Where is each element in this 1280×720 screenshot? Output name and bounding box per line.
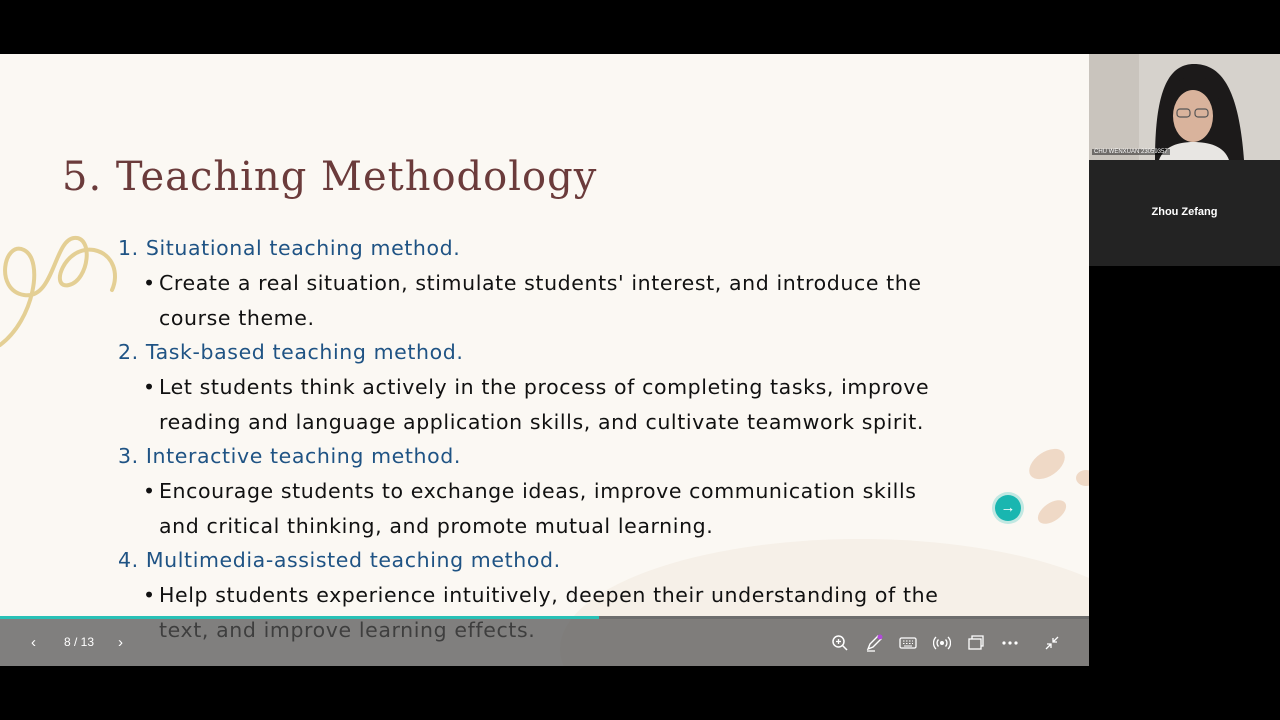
slide-progress-fill xyxy=(0,616,599,619)
pen-icon[interactable] xyxy=(865,634,883,652)
page-indicator: 8 / 13 xyxy=(64,635,95,649)
bullet-text: Encourage students to exchange ideas, improve communication skills xyxy=(159,479,917,503)
method-heading-4: 4. Multimedia-assisted teaching method. xyxy=(118,548,561,572)
keyboard-icon[interactable] xyxy=(899,635,917,651)
next-slide-arrow-icon[interactable]: → xyxy=(995,495,1021,521)
bullet-text: and critical thinking, and promote mutual learning. xyxy=(159,514,714,538)
broadcast-icon[interactable] xyxy=(933,634,951,652)
person-avatar-icon xyxy=(1089,54,1280,160)
exit-fullscreen-icon[interactable] xyxy=(1043,634,1061,652)
method-heading-3: 3. Interactive teaching method. xyxy=(118,444,461,468)
bullet-marker: • xyxy=(143,583,156,607)
more-icon[interactable] xyxy=(1001,634,1019,652)
bullet-text: course theme. xyxy=(159,306,315,330)
decorative-dots xyxy=(1022,444,1089,544)
slide-title: 5. Teaching Methodology xyxy=(62,154,598,200)
chevron-right-icon[interactable]: › xyxy=(118,634,123,651)
presentation-toolbar xyxy=(0,618,1089,666)
bullet-text: reading and language application skills, and cultivate teamwork spirit. xyxy=(159,410,924,434)
camera-participant-label: CHU WENXUAN 23059357 xyxy=(1094,149,1168,155)
bullet-text: Help students experience intuitively, deepen their understanding of the xyxy=(159,583,939,607)
chevron-left-icon[interactable]: ‹ xyxy=(31,634,36,651)
bullet-text: Create a real situation, stimulate students' interest, and introduce the xyxy=(159,271,922,295)
bullet-text: Let students think actively in the process of completing tasks, improve xyxy=(159,375,930,399)
slide-progress-bar xyxy=(0,616,1089,619)
bullet-marker: • xyxy=(143,271,156,295)
bullet-marker: • xyxy=(143,375,156,399)
window-icon[interactable] xyxy=(967,634,985,652)
participant-camera-video[interactable] xyxy=(1089,54,1280,160)
method-heading-2: 2. Task-based teaching method. xyxy=(118,340,464,364)
zoom-in-icon[interactable] xyxy=(831,634,849,652)
presentation-slide xyxy=(0,54,1089,666)
method-heading-1: 1. Situational teaching method. xyxy=(118,236,461,260)
bullet-marker: • xyxy=(143,479,156,503)
participant-name: Zhou Zefang xyxy=(1151,206,1218,218)
decorative-swirl xyxy=(0,230,124,350)
